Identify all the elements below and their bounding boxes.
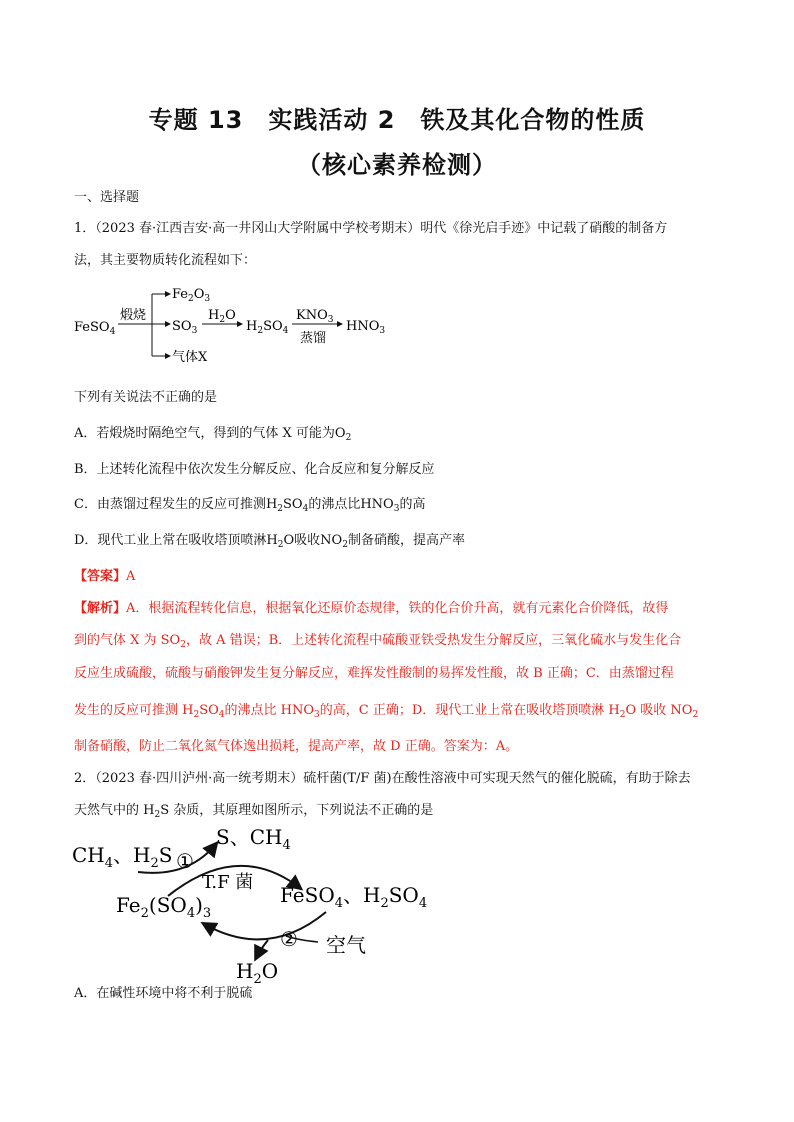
q2-stem-text2: S 杂质，其原理如图所示，下列说法不正确的是 (160, 803, 434, 818)
analysis-text4d: 的高，C 正确；D．现代工业上常在吸收塔顶喷淋 H (319, 703, 620, 718)
q1-option-c-text2: SO (283, 497, 303, 512)
answer-value: A (126, 569, 136, 584)
analysis-sub4e: 2 (692, 710, 699, 720)
analysis-text2b: ，故 A 错误；B．上述转化流程中硫酸亚铁受热发生分解反应，三氧化硫水与发生化合 (185, 633, 682, 648)
flow-calcine-label: 煅烧 (120, 308, 147, 323)
q2-stem-text1: 天然气中的 H (74, 803, 155, 818)
diagram-water: $H_2O$ (236, 959, 279, 987)
analysis-sub2: 2 (180, 640, 186, 650)
analysis-text4c: 的沸点比 HNO (224, 703, 315, 718)
q1-analysis-line2 (74, 633, 681, 649)
q1-option-c-text3: 的沸点比HNO (308, 497, 394, 512)
analysis-text4a: 发生的反应可推测 H (74, 703, 194, 718)
q1-option-d-sub2: 2 (342, 540, 348, 550)
q2-stem-line1: 2．（2023 春·四川泸州·高一统考期末）硫杆菌(T/F 菌)在酸性溶液中可实现天然气的催化脱硫，有助于除去 (74, 771, 691, 786)
flow-gas-x: 气体X (172, 350, 208, 365)
q1-analysis-line4 (74, 703, 698, 719)
answer-label: 【答案】 (74, 569, 127, 584)
analysis-sub4b: 4 (218, 710, 225, 720)
q1-option-c-sub1: 2 (277, 504, 284, 514)
q1-analysis-line3: 反应生成硫酸，硫酸与硝酸钾发生复分解反应，难挥发性酸制的易挥发性酸，故 B 正确；C．由蒸馏过程 (74, 666, 674, 681)
diagram-products: S、$CH_4$ (216, 825, 291, 853)
q1-option-a-text: A．若煅烧时隔绝空气，得到的气体 X 可能为O (74, 426, 346, 441)
q1-option-d-sub1: 2 (277, 540, 284, 550)
analysis-sub4d: 2 (619, 710, 626, 720)
q1-option-b[interactable]: B．上述转化流程中依次发生分解反应、化合反应和复分解反应 (74, 462, 435, 477)
q2-stem-sub: 2 (154, 810, 161, 820)
q1-option-d-text3: 制备硝酸，提高产率 (347, 533, 465, 548)
diagram-feso4-h2so4: FeSO$_4$、$H_2SO_4$ (280, 883, 428, 911)
analysis-sub4a: 2 (193, 710, 200, 720)
q1-option-c-sub2: 4 (302, 504, 309, 514)
q1-analysis-line5: 制备硝酸，防止二氧化氮气体逸出损耗，提高产率，故 D 正确。答案为：A。 (74, 739, 519, 754)
q1-answer (74, 569, 135, 585)
flow-h2so4: $H_2SO_4$ (246, 319, 289, 336)
diagram-reactants: $CH_4$、$H_2S$ (72, 843, 173, 871)
flow-so3: $SO_3$ (172, 319, 198, 336)
flow-fe2o3: $Fe_2O_3$ (172, 287, 211, 304)
diagram-fe2so43: $Fe_2(SO_4)_3$ (116, 893, 212, 921)
q2-option-a[interactable]: A．在碱性环境中将不利于脱硫 (74, 986, 253, 1001)
q1-option-c-text4: 的高 (399, 497, 426, 512)
q1-stem-line2: 法，其主要物质转化流程如下： (74, 253, 257, 268)
flow-feso4: FeSO$_4$ (74, 320, 116, 337)
q1-option-d-text2: O吸收NO (283, 533, 343, 548)
flow-kno3-label: $KNO_3$ (296, 308, 334, 325)
diagram-arrow-water (256, 940, 268, 958)
q1-option-c[interactable] (74, 497, 425, 513)
q1-option-a-sub: 2 (345, 433, 352, 443)
q1-option-d[interactable] (74, 533, 465, 549)
flow-distill-label: 蒸馏 (300, 331, 327, 346)
q1-flow-diagram (74, 286, 404, 366)
q1-option-c-text1: C．由蒸馏过程发生的反应可推测H (74, 497, 278, 512)
analysis-text4e: O 吸收 NO (625, 703, 693, 718)
analysis-text1: A．根据流程转化信息，根据氧化还原价态规律，铁的化合价升高，就有元素化合价降低，故得 (126, 601, 669, 616)
q1-analysis-line1 (74, 601, 668, 617)
q1-option-a[interactable] (74, 426, 351, 442)
page-subtitle: （核心素养检测） (297, 151, 497, 179)
analysis-sub4c: 3 (314, 710, 320, 720)
diagram-arrow-lower (204, 912, 326, 939)
analysis-label: 【解析】 (74, 601, 127, 616)
diagram-air: 空气 (326, 933, 366, 957)
diagram-step1: ① (176, 849, 194, 873)
analysis-text2a: 到的气体 X 为 SO (74, 633, 181, 648)
section-heading: 一、选择题 (74, 190, 140, 205)
q2-cycle-diagram (68, 800, 428, 987)
q1-question: 下列有关说法不正确的是 (74, 390, 218, 405)
q1-option-d-text1: D．现代工业上常在吸收塔顶喷淋H (74, 533, 278, 548)
flow-hno3: $HNO_3$ (346, 319, 386, 336)
page-title: 专题 13 实践活动 2 铁及其化合物的性质 (148, 106, 646, 134)
q1-stem-line1: 1．（2023 春·江西吉安·高一井冈山大学附属中学校考期末）明代《徐光启手迹》中记载了硝酸的制备方 (74, 221, 668, 236)
diagram-step2: ② (280, 927, 298, 951)
q1-option-c-sub3: 3 (393, 504, 400, 514)
analysis-text4b: SO (199, 703, 219, 718)
flow-h2o-label: $H_2O$ (208, 308, 236, 325)
diagram-bacteria: T.F 菌 (202, 872, 254, 893)
